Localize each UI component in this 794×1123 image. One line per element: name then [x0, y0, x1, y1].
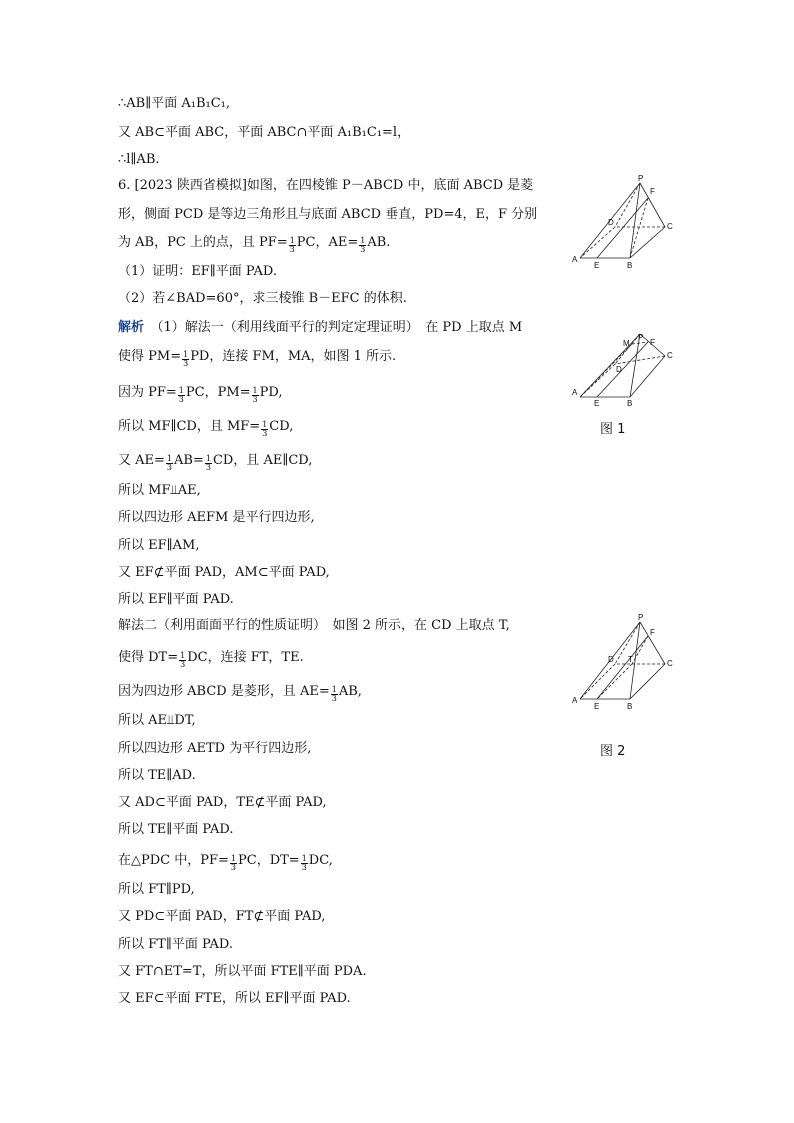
label-B: B — [627, 261, 633, 270]
edge-DA — [580, 664, 615, 699]
problem-6-line-3 — [118, 234, 390, 254]
pyramid-figure-problem — [570, 175, 680, 270]
text-segment: CD，且 AE∥CD, — [212, 453, 313, 468]
fraction-numerator: 1 — [180, 651, 186, 660]
solution-line-3 — [118, 384, 282, 404]
solution-label: 解析 — [118, 320, 145, 335]
fraction-one-third — [179, 652, 186, 669]
text-segment: 使得 PM= — [118, 349, 182, 364]
method-2-line-8: 所以 TE∥平面 PAD. — [118, 822, 234, 837]
fraction-numerator: 1 — [166, 454, 172, 463]
label-E: E — [594, 399, 600, 407]
problem-6-line-1: 6. [2023 陕西省模拟]如图，在四棱锥 P－ABCD 中，底面 ABCD 是菱 — [118, 178, 534, 193]
solution-line-9: 又 EF⊄平面 PAD，AM⊂平面 PAD, — [118, 565, 330, 580]
fraction-one-third — [182, 351, 189, 368]
line-3: ∴l∥AB. — [118, 152, 160, 167]
text-segment: 使得 DT= — [118, 650, 179, 665]
text-segment: 在△PDC 中，PF= — [118, 853, 229, 868]
solution-line-5 — [118, 452, 312, 472]
method-2-line-10: 所以 FT∥PD, — [118, 882, 195, 897]
method-2-line-2 — [118, 649, 304, 669]
fraction-numerator: 1 — [183, 350, 189, 359]
label-P: P — [638, 614, 644, 622]
edge-FT — [632, 636, 648, 664]
label-D: D — [616, 365, 622, 374]
label-D: D — [608, 655, 614, 664]
text-segment: PC，PM= — [185, 385, 251, 400]
fraction-numerator: 1 — [178, 386, 184, 395]
fraction-one-third — [331, 686, 338, 703]
label-P: P — [638, 333, 644, 342]
question-1: （1）证明：EF∥平面 PAD. — [118, 264, 277, 279]
solution-line-4 — [118, 418, 293, 438]
solution-line-8: 所以 EF∥AM, — [118, 538, 200, 553]
fraction-one-third — [289, 237, 296, 254]
fraction-denominator: 3 — [289, 245, 295, 254]
text-segment: AB. — [367, 235, 391, 250]
solution-line-7: 所以四边形 AEFM 是平行四边形, — [118, 510, 315, 525]
question-2: （2）若∠BAD=60°，求三棱锥 B－EFC 的体积. — [118, 291, 407, 306]
fraction-numerator: 1 — [262, 420, 268, 429]
text-segment: 因为四边形 ABCD 是菱形，且 AE= — [118, 684, 330, 699]
fraction-denominator: 3 — [331, 694, 337, 703]
edge-FB — [630, 198, 648, 258]
solution-line-10: 所以 EF∥平面 PAD. — [118, 592, 234, 607]
edge-BC — [630, 227, 665, 258]
label-D: D — [608, 218, 614, 227]
edge-PD — [615, 183, 640, 227]
label-B: B — [627, 399, 633, 407]
line-2: 又 AB⊂平面 ABC，平面 ABC∩平面 A₁B₁C₁=l， — [118, 125, 411, 140]
method-2-header: 解法二（利用面面平行的性质证明） 如图 2 所示，在 CD 上取点 T, — [118, 618, 510, 633]
fraction-denominator: 3 — [166, 463, 172, 472]
fraction-denominator: 3 — [178, 395, 184, 404]
fraction-numerator: 1 — [360, 236, 366, 245]
problem-6-line-2: 形，侧面 PCD 是等边三角形且与底面 ABCD 垂直，PD=4，E，F 分别 — [118, 207, 538, 222]
label-E: E — [594, 261, 600, 270]
solution-line-2 — [118, 348, 396, 368]
method-2-line-7: 又 AD⊂平面 PAD，TE⊄平面 PAD, — [118, 795, 327, 810]
edge-CD — [615, 356, 665, 364]
fraction-denominator: 3 — [180, 660, 186, 669]
text-segment: AB, — [338, 684, 362, 699]
fraction-one-third — [178, 387, 185, 404]
label-C: C — [667, 222, 673, 231]
method-2-line-5: 所以四边形 AETD 为平行四边形, — [118, 741, 312, 756]
label-C: C — [667, 351, 673, 360]
fraction-one-third — [230, 855, 237, 872]
edge-EF — [597, 342, 648, 397]
fraction-one-third — [261, 421, 268, 438]
text-segment: PD，连接 FM，MA，如图 1 所示. — [190, 349, 397, 364]
fraction-numerator: 1 — [289, 236, 295, 245]
fraction-numerator: 1 — [331, 685, 337, 694]
fraction-denominator: 3 — [301, 863, 307, 872]
label-M: M — [623, 339, 630, 348]
line-1: ∴AB∥平面 A₁B₁C₁, — [118, 96, 231, 111]
fraction-denominator: 3 — [205, 463, 211, 472]
fraction-numerator: 1 — [301, 854, 307, 863]
label-B: B — [627, 702, 633, 709]
label-E: E — [594, 702, 600, 709]
fraction-numerator: 1 — [252, 386, 258, 395]
method-2-line-9 — [118, 852, 333, 872]
fraction-denominator: 3 — [262, 429, 268, 438]
text-segment: 因为 PF= — [118, 385, 177, 400]
label-F: F — [650, 338, 655, 347]
method-2-line-13: 又 FT∩ET=T，所以平面 FTE∥平面 PDA. — [118, 964, 367, 979]
fraction-denominator: 3 — [230, 863, 237, 872]
fraction-denominator: 3 — [360, 245, 366, 254]
fraction-numerator: 1 — [230, 854, 237, 863]
text-segment: AB= — [174, 453, 204, 468]
fraction-one-third — [301, 855, 308, 872]
fraction-denominator: 3 — [252, 395, 258, 404]
method-2-line-6: 所以 TE∥AD. — [118, 768, 196, 783]
text-segment: 所以 MF∥CD，且 MF= — [118, 419, 261, 434]
label-A: A — [572, 255, 578, 264]
method-2-line-11: 又 PD⊂平面 PAD，FT⊄平面 PAD, — [118, 909, 326, 924]
fraction-denominator: 3 — [183, 359, 189, 368]
text-segment: PD, — [259, 385, 283, 400]
solution-header — [118, 319, 522, 337]
method-2-line-12: 所以 FT∥平面 PAD. — [118, 937, 233, 952]
method-2-line-3 — [118, 683, 362, 703]
fraction-numerator: 1 — [205, 454, 211, 463]
text-segment: CD, — [269, 419, 294, 434]
method-2-line-4: 所以 AE⫫DT, — [118, 713, 196, 728]
pyramid-figure-1 — [570, 332, 680, 407]
figure-1-caption: 图 1 — [600, 422, 626, 437]
label-F: F — [650, 628, 655, 637]
edge-MF — [632, 342, 648, 344]
text-segment: DC, — [308, 853, 333, 868]
label-P: P — [638, 175, 644, 183]
method-2-line-14: 又 EF⊂平面 FTE，所以 EF∥平面 PAD. — [118, 991, 351, 1006]
label-C: C — [667, 659, 673, 668]
label-F: F — [650, 187, 655, 196]
edge-BC — [630, 664, 665, 699]
fraction-one-third — [359, 237, 366, 254]
text-segment: DC，连接 FT，TE. — [187, 650, 304, 665]
pyramid-figure-2 — [570, 614, 680, 709]
text-segment: PC，DT= — [238, 853, 300, 868]
text-segment: （1）解法一（利用线面平行的判定定理证明） 在 PD 上取点 M — [144, 320, 523, 335]
solution-line-6: 所以 MF⫫AE, — [118, 483, 201, 498]
edge-TE — [597, 664, 632, 699]
text-segment: 为 AB，PC 上的点，且 PF= — [118, 235, 288, 250]
text-segment: PC，AE= — [296, 235, 359, 250]
label-A: A — [572, 696, 578, 705]
label-A: A — [572, 388, 578, 397]
fraction-one-third — [252, 387, 259, 404]
label-T: T — [628, 655, 633, 664]
figure-2-caption: 图 2 — [600, 744, 626, 759]
text-segment: 又 AE= — [118, 453, 165, 468]
fraction-one-third — [166, 455, 173, 472]
fraction-one-third — [205, 455, 212, 472]
